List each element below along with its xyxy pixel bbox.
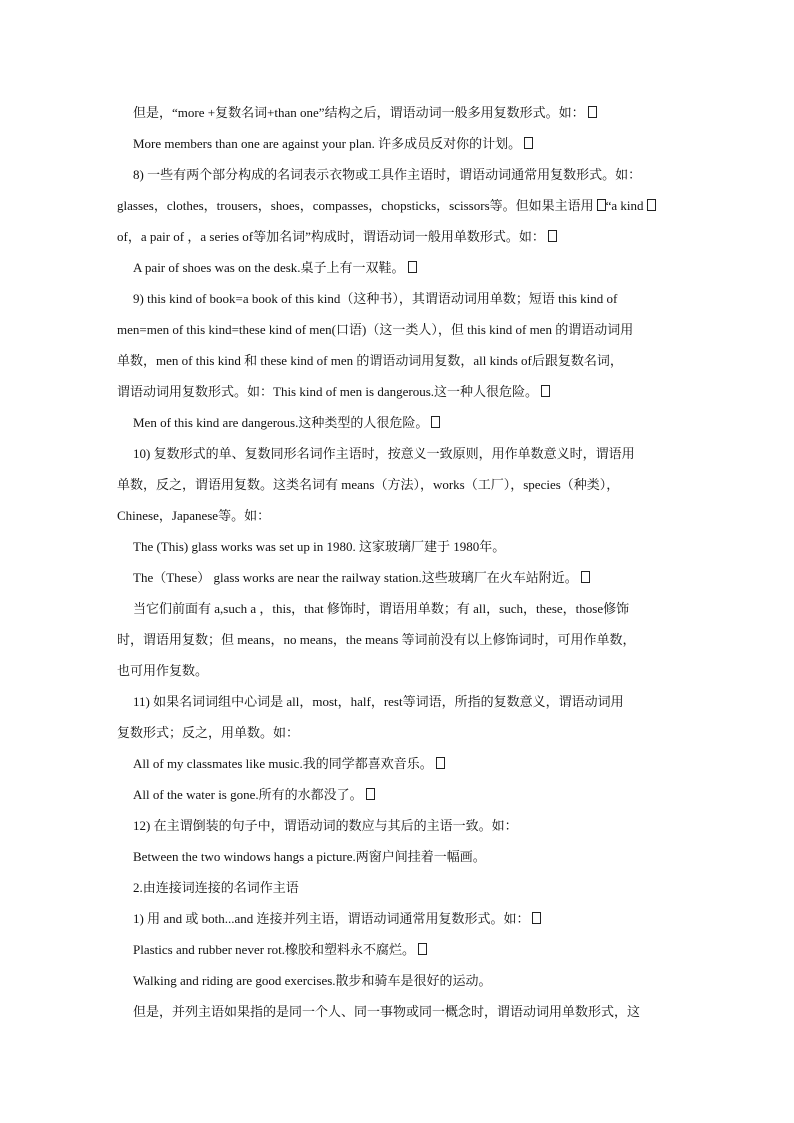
placeholder-box-icon [408,261,417,273]
placeholder-box-icon [436,757,445,769]
text-line: 但是，并列主语如果指的是同一个人、同一事物或同一概念时，谓语动词用单数形式，这 [133,1004,641,1019]
text-line: 时，谓语用复数；但 means，no means，the means 等词前没有以上修饰词时，可用作单数， [117,632,636,647]
text-line: 11) 如果名词词组中心词是 all，most，half，rest等词语，所指的复数意义，谓语动词用 [133,694,624,709]
section-heading: 2.由连接词连接的名词作主语 [133,880,299,895]
text-line: Plastics and rubber never rot.橡胶和塑料永不腐烂。 [133,941,713,959]
text-line: 当它们前面有 a,such a ，this，that 修饰时，谓语用单数；有 all，such，these，those修饰 [133,601,630,616]
text-line: 单数，反之，谓语用复数。这类名词有 means（方法），works（工厂），species（种类）， [117,477,620,492]
text-line: 谓语动词用复数形式。如：This kind of men is dangerous.这一种人很危险。 [117,383,697,401]
text-line: 但是，“more +复数名词+than one”结构之后，谓语动词一般多用复数形式。如： [133,104,713,122]
text-line: 单数，men of this kind 和 these kind of men 的谓语动词用复数，all kinds of后跟复数名词， [117,353,623,368]
text-line: glasses，clothes，trousers，shoes，compasses，chopsticks，scissors等。但如果主语用 “a kind [117,197,697,215]
text-line: 10) 复数形式的单、复数同形名词作主语时，按意义一致原则，用作单数意义时，谓语用 [133,446,635,461]
placeholder-box-icon [532,912,541,924]
text-line: 也可用作复数。 [117,663,209,678]
text-line: 复数形式；反之，用单数。如： [117,725,300,740]
text-line: of，a pair of ，a series of等加名词”构成时，谓语动词一般用单数形式。如： [117,228,697,246]
text-line: The（These） glass works are near the railway station.这些玻璃厂在火车站附近。 [133,569,713,587]
placeholder-box-icon [548,230,557,242]
text-line: 8) 一些有两个部分构成的名词表示衣物或工具作主语时，谓语动词通常用复数形式。如： [133,167,642,182]
text-line: men=men of this kind=these kind of men(口语)（这一类人），但 this kind of men 的谓语动词用 [117,322,634,337]
text-line: All of my classmates like music.我的同学都喜欢音乐。 [133,755,713,773]
placeholder-box-icon [366,788,375,800]
text-line: The (This) glass works was set up in 1980. 这家玻璃厂建于 1980年。 [133,539,506,554]
text-line: Walking and riding are good exercises.散步和骑车是很好的运动。 [133,973,492,988]
text-line: Men of this kind are dangerous.这种类型的人很危险。 [133,414,713,432]
placeholder-box-icon [431,416,440,428]
text-line: More members than one are against your plan. 许多成员反对你的计划。 [133,135,713,153]
text-line: A pair of shoes was on the desk.桌子上有一双鞋。 [133,259,713,277]
placeholder-box-icon [588,106,597,118]
text-line: 1) 用 and 或 both...and 连接并列主语，谓语动词通常用复数形式。如： [133,910,713,928]
text-line: Chinese，Japanese等。如： [117,508,271,523]
text-line: Between the two windows hangs a picture.两窗户间挂着一幅画。 [133,849,486,864]
text-line: All of the water is gone.所有的水都没了。 [133,786,713,804]
placeholder-box-icon [524,137,533,149]
text-line: 9) this kind of book=a book of this kind（这种书），其谓语动词用单数；短语 this kind of [133,291,618,306]
placeholder-box-icon [647,199,656,211]
placeholder-box-icon [418,943,427,955]
placeholder-box-icon [581,571,590,583]
placeholder-box-icon [597,199,606,211]
placeholder-box-icon [541,385,550,397]
text-line: 12) 在主谓倒装的句子中，谓语动词的数应与其后的主语一致。如： [133,818,518,833]
